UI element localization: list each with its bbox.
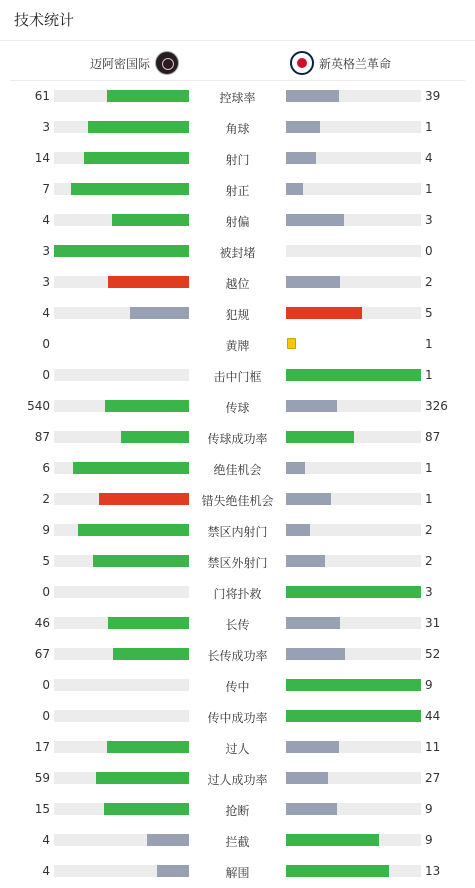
- stat-row: [0, 205, 475, 236]
- new-england-crest-icon: [290, 51, 314, 75]
- away-value: 87: [425, 430, 441, 444]
- away-value: 2: [425, 275, 433, 289]
- stat-row: [0, 453, 475, 484]
- home-value: 87: [34, 430, 50, 444]
- home-value: 67: [34, 647, 50, 661]
- home-bar-fill: [96, 772, 189, 784]
- away-bar-track: [286, 803, 421, 815]
- home-value: 5: [42, 554, 50, 568]
- stat-label: 射偏: [225, 215, 250, 229]
- home-bar-track: [54, 772, 189, 784]
- home-bar-fill: [112, 214, 189, 226]
- stat-label: 击中门框: [213, 370, 262, 384]
- stat-label: 被封堵: [219, 246, 256, 260]
- stat-label: 传球: [225, 401, 250, 415]
- away-bar-fill: [286, 214, 344, 226]
- away-value: 0: [425, 244, 433, 258]
- home-value: 14: [34, 151, 50, 165]
- away-bar-track: [286, 741, 421, 753]
- away-bar-fill: [286, 431, 354, 443]
- away-value: 39: [425, 89, 441, 103]
- home-value: 61: [34, 89, 50, 103]
- stat-row: [0, 112, 475, 143]
- away-value: 1: [425, 461, 433, 475]
- home-value: 0: [42, 368, 50, 382]
- away-bar-fill: [286, 648, 345, 660]
- away-bar-fill: [286, 865, 389, 877]
- away-bar-track: [286, 772, 421, 784]
- stat-row: [0, 825, 475, 856]
- away-bar-track: [286, 555, 421, 567]
- home-value: 3: [42, 120, 50, 134]
- home-bar-fill: [84, 152, 189, 164]
- home-value: 7: [42, 182, 50, 196]
- home-bar-track: [54, 803, 189, 815]
- away-value: 1: [425, 492, 433, 506]
- stat-row: [0, 267, 475, 298]
- away-value: 3: [425, 585, 433, 599]
- away-value: 31: [425, 616, 441, 630]
- away-bar-fill: [286, 555, 325, 567]
- stat-label: 传球成功率: [207, 432, 268, 446]
- away-value: 13: [425, 864, 441, 878]
- stat-label: 错失绝佳机会: [201, 494, 274, 508]
- away-bar-track: [286, 586, 421, 598]
- home-bar-track: [54, 245, 189, 257]
- home-value: 4: [42, 306, 50, 320]
- away-bar-track: [286, 679, 421, 691]
- stat-row: [0, 670, 475, 701]
- away-bar-fill: [286, 183, 303, 195]
- home-bar-track: [54, 617, 189, 629]
- away-bar-fill: [286, 679, 421, 691]
- stat-label: 射门: [225, 153, 250, 167]
- home-bar-fill: [104, 803, 189, 815]
- home-bar-track: [54, 555, 189, 567]
- home-bar-fill: [108, 276, 189, 288]
- home-team-name: 迈阿密国际: [89, 56, 150, 71]
- stat-label: 长传: [225, 618, 250, 632]
- home-bar-fill: [130, 307, 189, 319]
- away-bar-track: [286, 400, 421, 412]
- stat-row: [0, 608, 475, 639]
- home-bar-track: [54, 214, 189, 226]
- away-bar-track: [286, 152, 421, 164]
- away-bar-track: [286, 462, 421, 474]
- home-value: 59: [34, 771, 50, 785]
- home-bar-fill: [147, 834, 189, 846]
- away-bar-track: [286, 617, 421, 629]
- home-bar-fill: [105, 400, 189, 412]
- away-value: 27: [425, 771, 441, 785]
- stat-row: [0, 484, 475, 515]
- stat-row: [0, 577, 475, 608]
- stat-row: [0, 81, 475, 112]
- home-bar-track: [54, 152, 189, 164]
- home-bar-fill: [107, 90, 189, 102]
- home-value: 3: [42, 244, 50, 258]
- stat-label: 控球率: [219, 91, 256, 105]
- home-bar-track: [54, 648, 189, 660]
- home-bar-track: [54, 462, 189, 474]
- home-bar-fill: [54, 245, 189, 257]
- away-team[interactable]: [290, 50, 391, 76]
- home-bar-track: [54, 865, 189, 877]
- home-value: 0: [42, 337, 50, 351]
- home-value: 4: [42, 864, 50, 878]
- stat-row: [0, 732, 475, 763]
- home-bar-fill: [73, 462, 189, 474]
- stat-row: [0, 639, 475, 670]
- stat-label: 禁区内射门: [207, 525, 268, 539]
- away-value: 1: [425, 337, 433, 351]
- away-bar-fill: [286, 803, 337, 815]
- inter-miami-crest-icon: [155, 51, 179, 75]
- stat-label: 禁区外射门: [207, 556, 268, 570]
- away-value: 1: [425, 182, 433, 196]
- away-bar-fill: [286, 152, 316, 164]
- away-value: 11: [425, 740, 441, 754]
- stat-row: [0, 701, 475, 732]
- stat-label: 长传成功率: [207, 649, 268, 663]
- home-bar-fill: [157, 865, 189, 877]
- stat-label: 黄牌: [225, 339, 250, 353]
- stat-row: [0, 763, 475, 794]
- home-bar-fill: [107, 741, 189, 753]
- home-team[interactable]: [90, 50, 179, 76]
- stat-row: [0, 236, 475, 267]
- stat-label: 传中: [225, 680, 250, 694]
- home-value: 46: [34, 616, 50, 630]
- home-bar-track: [54, 307, 189, 319]
- stat-row: [0, 360, 475, 391]
- stat-label: 传中成功率: [207, 711, 268, 725]
- away-bar-track: [286, 90, 421, 102]
- home-bar-fill: [88, 121, 189, 133]
- stat-row: [0, 794, 475, 825]
- away-value: 3: [425, 213, 433, 227]
- away-bar-track: [286, 276, 421, 288]
- away-bar-fill: [286, 90, 339, 102]
- yellow-card-icon: [287, 338, 296, 349]
- stat-row: [0, 546, 475, 577]
- away-value: 1: [425, 120, 433, 134]
- away-bar-fill: [286, 741, 339, 753]
- away-value: 44: [425, 709, 441, 723]
- away-bar-track: [286, 431, 421, 443]
- home-bar-fill: [113, 648, 189, 660]
- home-bar-track: [54, 276, 189, 288]
- home-value: 6: [42, 461, 50, 475]
- home-value: 0: [42, 678, 50, 692]
- stat-row: [0, 174, 475, 205]
- stat-label: 抢断: [225, 804, 250, 818]
- home-value: 540: [27, 399, 50, 413]
- away-value: 5: [425, 306, 433, 320]
- away-bar-fill: [286, 772, 328, 784]
- home-bar-track: [54, 741, 189, 753]
- stat-label: 解围: [225, 866, 250, 880]
- home-value: 0: [42, 709, 50, 723]
- home-bar-track: [54, 586, 189, 598]
- stat-label: 越位: [225, 277, 250, 291]
- home-value: 4: [42, 213, 50, 227]
- away-bar-fill: [286, 617, 340, 629]
- stat-row: [0, 391, 475, 422]
- away-bar-fill: [286, 462, 305, 474]
- away-value: 326: [425, 399, 448, 413]
- stat-row: [0, 515, 475, 546]
- away-bar-fill: [286, 400, 337, 412]
- home-value: 3: [42, 275, 50, 289]
- home-bar-fill: [121, 431, 189, 443]
- stat-label: 拦截: [225, 835, 250, 849]
- stat-row: [0, 329, 475, 360]
- away-bar-track: [286, 121, 421, 133]
- home-bar-track: [54, 121, 189, 133]
- home-bar-fill: [99, 493, 189, 505]
- away-value: 2: [425, 523, 433, 537]
- away-bar-fill: [286, 493, 331, 505]
- away-value: 9: [425, 833, 433, 847]
- home-bar-track: [54, 431, 189, 443]
- away-bar-fill: [286, 276, 340, 288]
- away-bar-fill: [286, 307, 362, 319]
- stat-label: 过人: [225, 742, 250, 756]
- stat-label: 绝佳机会: [213, 463, 262, 477]
- home-bar-track: [54, 90, 189, 102]
- home-bar-fill: [93, 555, 189, 567]
- home-bar-track: [54, 183, 189, 195]
- away-value: 9: [425, 802, 433, 816]
- away-bar-track: [286, 245, 421, 257]
- home-bar-track: [54, 524, 189, 536]
- away-value: 9: [425, 678, 433, 692]
- away-bar-track: [286, 369, 421, 381]
- away-bar-track: [286, 865, 421, 877]
- stat-label: 犯规: [225, 308, 250, 322]
- home-value: 0: [42, 585, 50, 599]
- page-title: 技术统计: [14, 11, 75, 29]
- home-value: 15: [34, 802, 50, 816]
- away-bar-track: [286, 648, 421, 660]
- away-bar-fill: [286, 710, 421, 722]
- stat-row: [0, 856, 475, 887]
- home-bar-track: [54, 369, 189, 381]
- home-bar-track: [54, 710, 189, 722]
- home-bar-track: [54, 834, 189, 846]
- home-value: 2: [42, 492, 50, 506]
- away-bar-track: [286, 183, 421, 195]
- home-bar-fill: [71, 183, 189, 195]
- home-value: 17: [34, 740, 50, 754]
- header-divider: [0, 40, 475, 41]
- away-value: 4: [425, 151, 433, 165]
- teams-header: [10, 46, 465, 81]
- stat-label: 角球: [225, 122, 250, 136]
- stat-label: 门将扑救: [213, 587, 262, 601]
- stat-label: 射正: [225, 184, 250, 198]
- away-bar-track: [286, 493, 421, 505]
- stat-row: [0, 298, 475, 329]
- away-bar-fill: [286, 524, 310, 536]
- home-bar-fill: [108, 617, 189, 629]
- home-value: 9: [42, 523, 50, 537]
- away-bar-fill: [286, 586, 421, 598]
- away-value: 1: [425, 368, 433, 382]
- away-bar-fill: [286, 834, 379, 846]
- home-bar-track: [54, 679, 189, 691]
- away-bar-fill: [286, 121, 320, 133]
- away-bar-fill: [286, 369, 421, 381]
- stat-row: [0, 143, 475, 174]
- home-bar-fill: [78, 524, 189, 536]
- stat-row: [0, 422, 475, 453]
- home-bar-track: [54, 400, 189, 412]
- away-bar-track: [286, 710, 421, 722]
- away-bar-track: [286, 834, 421, 846]
- away-bar-track: [286, 307, 421, 319]
- stat-label: 过人成功率: [207, 773, 268, 787]
- home-value: 4: [42, 833, 50, 847]
- away-team-name: 新英格兰革命: [319, 56, 392, 71]
- away-value: 2: [425, 554, 433, 568]
- away-value: 52: [425, 647, 441, 661]
- away-bar-track: [286, 214, 421, 226]
- away-bar-track: [286, 524, 421, 536]
- home-bar-track: [54, 493, 189, 505]
